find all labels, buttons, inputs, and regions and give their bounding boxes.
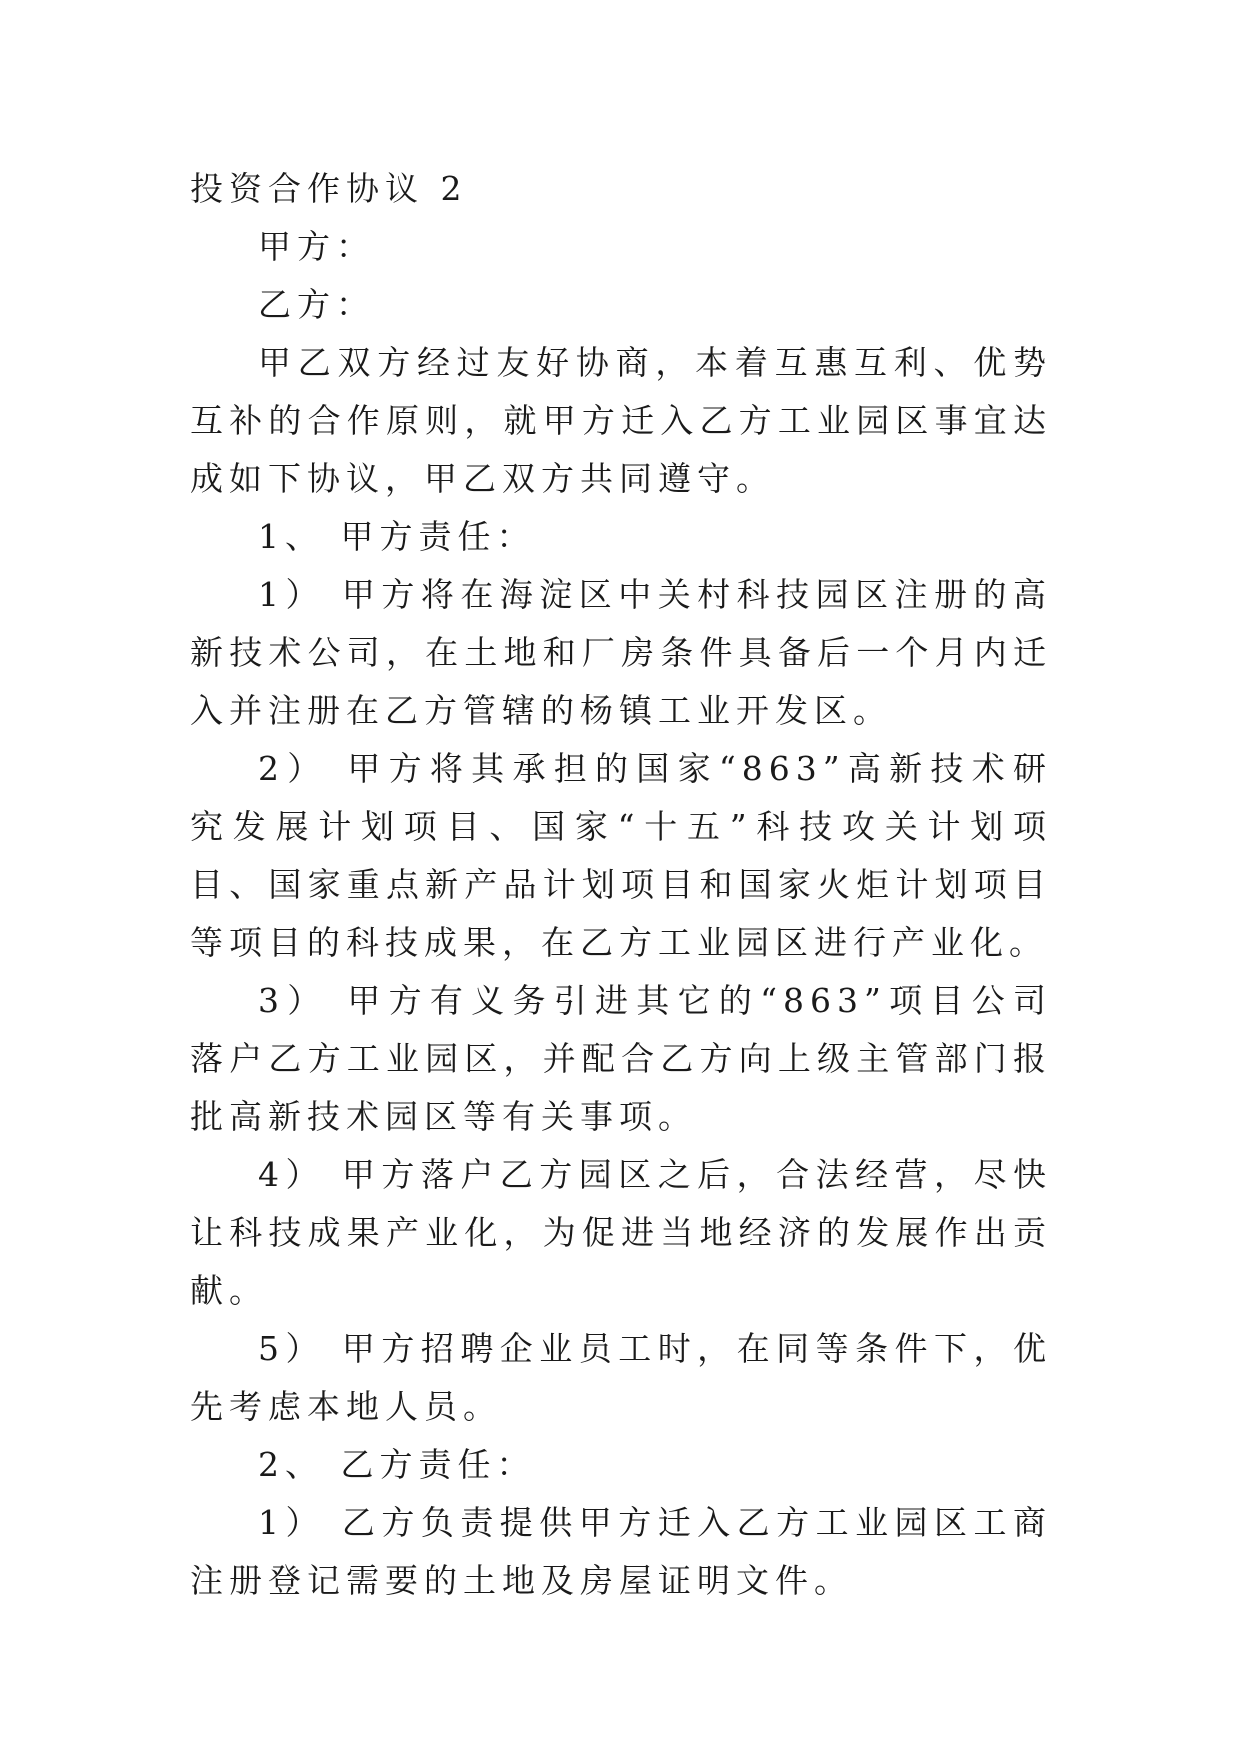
clause-b-1: 1） 乙方负责提供甲方迁入乙方工业园区工商注册登记需要的土地及房屋证明文件。	[190, 1503, 1052, 1600]
section-heading-party-a: 1、 甲方责任：	[258, 517, 536, 556]
party-a-line: 甲方：	[258, 227, 375, 266]
section-heading-party-b: 2、 乙方责任：	[258, 1445, 536, 1484]
clause-a-4: 4） 甲方落户乙方园区之后，合法经营，尽快让科技成果产业化，为促进当地经济的发展作出贡献。	[190, 1155, 1052, 1310]
clause-a-1: 1） 甲方将在海淀区中关村科技园区注册的高新技术公司，在土地和厂房条件具备后一个月内迁入并注册在乙方管辖的杨镇工业开发区。	[190, 575, 1052, 730]
clause-a-5: 5） 甲方招聘企业员工时，在同等条件下，优先考虑本地人员。	[190, 1329, 1052, 1426]
clause-a-2: 2） 甲方将其承担的国家“863”高新技术研究发展计划项目、国家“十五”科技攻关计划项目、国家重点新产品计划项目和国家火炬计划项目等项目的科技成果，在乙方工业园区进行产业化。	[190, 749, 1052, 962]
clause-a-3: 3） 甲方有义务引进其它的“863”项目公司落户乙方工业园区，并配合乙方向上级主管部门报批高新技术园区等有关事项。	[190, 981, 1052, 1136]
document-title: 投资合作协议 2	[190, 169, 468, 208]
preamble-paragraph: 甲乙双方经过友好协商，本着互惠互利、优势互补的合作原则，就甲方迁入乙方工业园区事宜达成如下协议，甲乙双方共同遵守。	[190, 343, 1052, 498]
document-body	[190, 160, 1052, 1610]
party-b-line: 乙方：	[258, 285, 375, 324]
